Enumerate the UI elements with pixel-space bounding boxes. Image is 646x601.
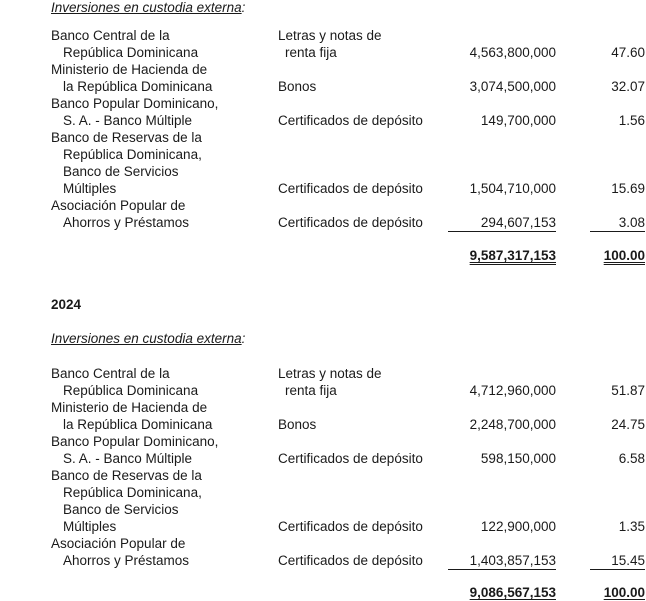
total-amount: 9,086,567,153 [469, 585, 556, 600]
institution-name: Asociación Popular de [51, 198, 186, 213]
amount-cell: 149,700,000 [480, 113, 556, 128]
institution-name: Ministerio de Hacienda de [51, 62, 208, 77]
institution-name: Asociación Popular de [51, 536, 186, 551]
year-heading: 2024 [51, 297, 82, 312]
institution-name: Banco de Reservas de la [51, 468, 202, 483]
s2-row-5-line-1 [0, 535, 646, 552]
s1-row-4-line-2 [0, 146, 646, 163]
amount-cell: 3,074,500,000 [469, 79, 556, 94]
s2-row-4-line-1 [0, 467, 646, 484]
institution-name-cont: Múltiples [63, 519, 117, 534]
percent-cell: 1.35 [618, 519, 645, 534]
subtotal-rule-percent [590, 231, 645, 232]
s1-row-2-line-1 [0, 61, 646, 78]
amount-cell: 2,248,700,000 [469, 417, 556, 432]
investment-type: Certificados de depósito [278, 113, 423, 128]
subtotal-rule-percent [590, 569, 645, 570]
total-percent: 100.00 [603, 585, 645, 600]
s1-row-5-line-2 [0, 214, 646, 231]
total-amount: 9,587,317,153 [469, 248, 556, 263]
section-2-subheading [51, 331, 245, 346]
institution-name-cont: Banco de Servicios [63, 164, 179, 179]
s1-row-2-line-2 [0, 78, 646, 95]
percent-cell: 3.08 [618, 215, 645, 230]
institution-name: Ministerio de Hacienda de [51, 400, 208, 415]
institution-name: Banco de Reservas de la [51, 130, 202, 145]
institution-name-cont: Múltiples [63, 181, 117, 196]
s1-row-5-line-1 [0, 197, 646, 214]
amount-cell: 4,563,800,000 [469, 45, 556, 60]
institution-name-cont: la República Dominicana [63, 417, 213, 432]
total-percent: 100.00 [603, 248, 645, 263]
s1-row-1-line-2 [0, 44, 646, 61]
s1-row-4-line-3 [0, 163, 646, 180]
s1-row-4-line-4 [0, 180, 646, 197]
institution-name-cont: Ahorros y Préstamos [63, 553, 190, 568]
percent-cell: 51.87 [611, 383, 645, 398]
subtotal-rule-amount [448, 231, 556, 232]
subheading-colon: : [241, 0, 246, 15]
investment-type: Certificados de depósito [278, 519, 423, 534]
s1-row-1-line-1 [0, 27, 646, 44]
investment-type: Letras y notas de [278, 366, 382, 381]
s1-row-3-line-1 [0, 95, 646, 112]
institution-name-cont: S. A. - Banco Múltiple [63, 113, 193, 128]
s2-row-4-line-4 [0, 518, 646, 535]
s2-total-row [0, 584, 646, 601]
investment-type: Certificados de depósito [278, 553, 423, 568]
investment-type: Certificados de depósito [278, 451, 423, 466]
amount-cell: 1,504,710,000 [469, 181, 556, 196]
institution-name-cont: Ahorros y Préstamos [63, 215, 190, 230]
s2-row-4-line-2 [0, 484, 646, 501]
amount-cell: 122,900,000 [480, 519, 556, 534]
s2-row-1-line-1 [0, 365, 646, 382]
percent-cell: 24.75 [611, 417, 645, 432]
institution-name: Banco Central de la [51, 28, 170, 43]
institution-name: Banco Popular Dominicano, [51, 434, 219, 449]
investment-type: Certificados de depósito [278, 181, 423, 196]
s2-row-1-line-2 [0, 382, 646, 399]
institution-name-cont: S. A. - Banco Múltiple [63, 451, 193, 466]
s2-row-3-line-1 [0, 433, 646, 450]
percent-cell: 32.07 [611, 79, 645, 94]
investment-type: Bonos [278, 79, 317, 94]
investment-type: Bonos [278, 417, 317, 432]
institution-name-cont: República Dominicana, [63, 147, 202, 162]
percent-cell: 6.58 [618, 451, 645, 466]
institution-name: Banco Central de la [51, 366, 170, 381]
section-1-subheading [51, 0, 245, 15]
institution-name: Banco Popular Dominicano, [51, 96, 219, 111]
institution-name-cont: República Dominicana [63, 45, 199, 60]
institution-name-cont: República Dominicana [63, 383, 199, 398]
percent-cell: 15.45 [611, 553, 645, 568]
amount-cell: 598,150,000 [480, 451, 556, 466]
subheading-text: Inversiones en custodia externa [51, 331, 242, 346]
amount-cell: 1,403,857,153 [469, 553, 556, 568]
institution-name-cont: la República Dominicana [63, 79, 213, 94]
institution-name-cont: Banco de Servicios [63, 502, 179, 517]
investment-type: Letras y notas de [278, 28, 382, 43]
s2-row-3-line-2 [0, 450, 646, 467]
amount-cell: 294,607,153 [480, 215, 556, 230]
subtotal-rule-amount [448, 569, 556, 570]
percent-cell: 1.56 [618, 113, 645, 128]
investment-type: Certificados de depósito [278, 215, 423, 230]
s2-row-2-line-2 [0, 416, 646, 433]
subheading-colon: : [241, 331, 246, 346]
s2-row-5-line-2 [0, 552, 646, 569]
s2-row-4-line-3 [0, 501, 646, 518]
percent-cell: 47.60 [611, 45, 645, 60]
investment-type-cont: renta fija [285, 45, 337, 60]
s1-row-3-line-2 [0, 112, 646, 129]
percent-cell: 15.69 [611, 181, 645, 196]
subheading-text: Inversiones en custodia externa [51, 0, 242, 15]
amount-cell: 4,712,960,000 [469, 383, 556, 398]
s1-total-row [0, 247, 646, 264]
investment-type-cont: renta fija [285, 383, 337, 398]
s2-row-2-line-1 [0, 399, 646, 416]
institution-name-cont: República Dominicana, [63, 485, 202, 500]
s1-row-4-line-1 [0, 129, 646, 146]
